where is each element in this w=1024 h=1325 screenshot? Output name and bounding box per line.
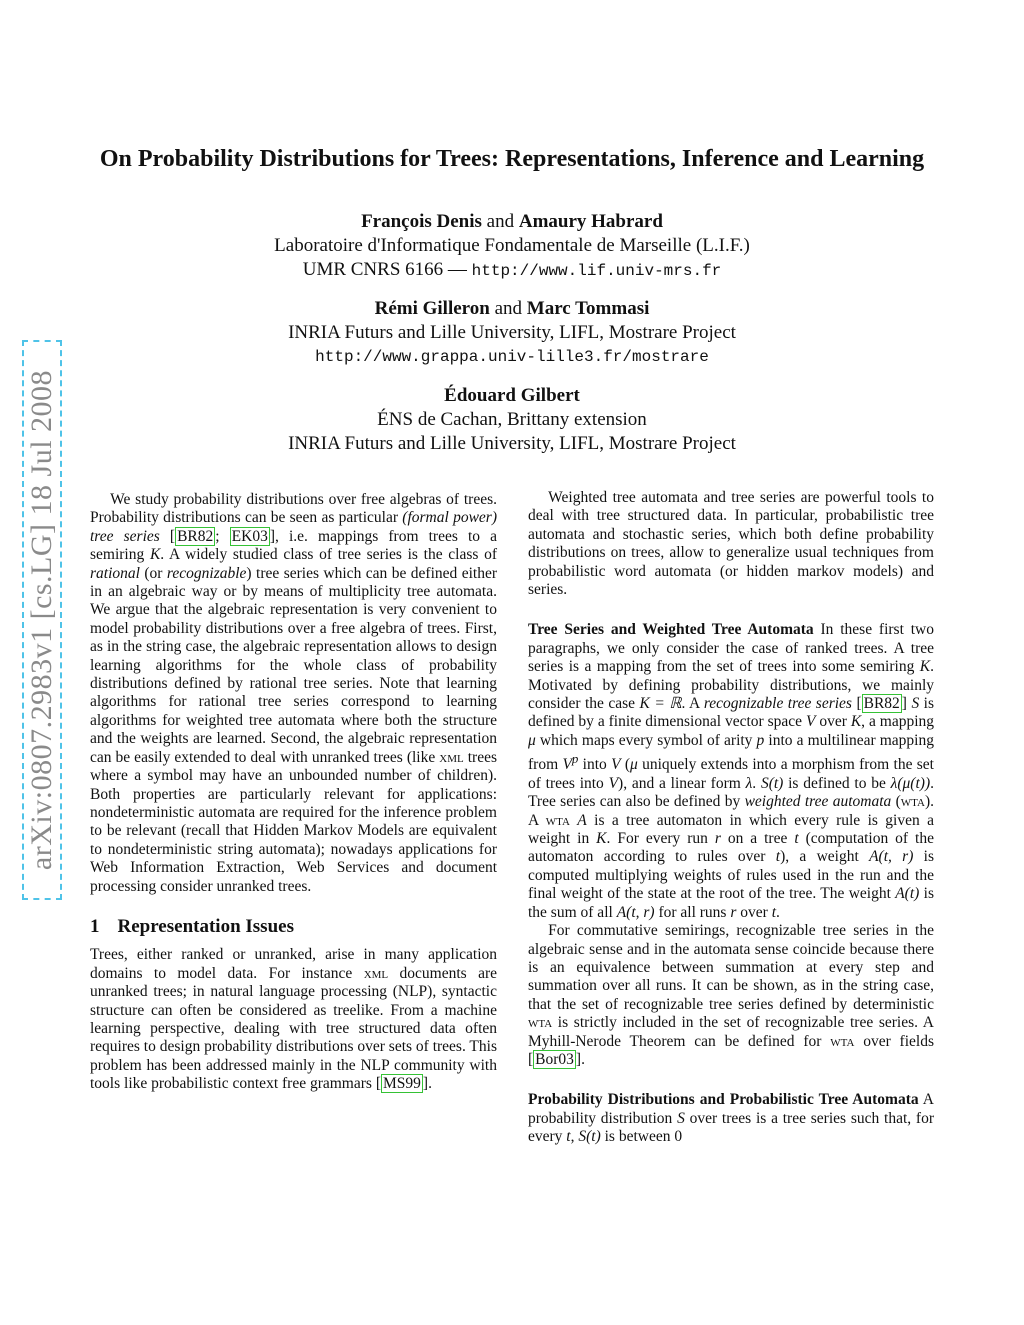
author-joiner: and <box>486 211 515 232</box>
math-symbol: r <box>730 903 737 921</box>
math-symbol: K = ℝ <box>639 695 682 713</box>
math-symbol: A <box>577 811 587 829</box>
math-symbol: μ <box>528 731 536 749</box>
intro-paragraph: Weighted tree automata and tree series are powerful tools to deal with tree structured data. In particular, probabilistic tree automata and stochastic series, which both define probability distributions on trees, allow to generalize usual techniques from probabilistic word automata (or hidden markov models) and series. <box>528 489 934 599</box>
paper-title: On Probability Distributions for Trees: Representations, Inference and Learning <box>99 146 925 172</box>
math-symbol: S(t) <box>760 774 784 792</box>
author-name: Rémi Gilleron <box>374 298 490 319</box>
text-run: ). A <box>528 793 934 829</box>
arxiv-stamp <box>22 340 62 900</box>
text-run: ), a weight <box>780 848 870 866</box>
text-run: (or <box>139 564 167 582</box>
author-line-3 <box>90 384 934 408</box>
text-run: (formal power) tree series <box>90 509 497 545</box>
text-run: . <box>428 1075 432 1093</box>
paragraph-heading: Tree Series and Weighted Tree Automata <box>528 621 814 639</box>
affiliation-url[interactable]: http://www.grappa.univ-lille3.fr/mostrare <box>315 348 709 366</box>
text-run: . Tree series can also be defined by <box>528 774 934 811</box>
text-run: is defined by a finite dimensional vector space <box>528 695 934 731</box>
math-symbol: r <box>714 830 721 848</box>
citation-link[interactable]: MS99 <box>382 1075 421 1093</box>
text-run: wta <box>830 1032 855 1050</box>
text-run: . Motivated by defining probability distributions, we mainly consider the case <box>528 658 934 713</box>
author-group-3 <box>90 384 934 456</box>
text-run: rational <box>90 564 140 582</box>
citation-link[interactable]: BR82 <box>863 695 900 713</box>
math-symbol: A(t, r) <box>616 903 655 921</box>
text-run: wta <box>528 1014 553 1032</box>
text-run: into a multilinear mapping from <box>528 731 934 774</box>
text-run: recognizable <box>166 564 247 582</box>
umr-label: UMR CNRS 6166 — <box>302 259 467 280</box>
math-symbol: V <box>805 713 816 731</box>
citation-link[interactable]: Bor03 <box>535 1050 574 1068</box>
text-run: A probability distribution <box>528 1091 934 1127</box>
text-run: . <box>776 903 780 921</box>
text-run: weighted tree automata <box>744 793 892 811</box>
abstract-paragraph: We study probability distributions over free algebras of trees. Probability distributions can be seen as particular (formal power) tree series [ BR82 ; EK03 ], i.e. mappings from trees to a semiring K. A widely studied class of tree series is the class of rational (or recognizable) tree series which can be defined either in an algebraic way or by means of multiplicity tree automata. We argue that the algebraic representation is very convenient to model probability distributions over a free algebra of trees. First, as in the string case, the algebraic representation allows to design learning algorithms for the whole class of probability distributions defined by rational tree series. Note that learning algorithms for rational tree series correspond to learning algorithms for weighted tree automata where both the structure and the weights are learned. Second, the algebraic representation can be easily extended to deal with unranked trees (like xml trees where a symbol may have an unbounded number of children). Both properties are particularly relevant for applications: nondeterministic automata are required for the inference problem to be relevant (recall that Hidden Markov Models are equivalent to nondeterministic string automata); nowadays applications for Web Information Extraction, Web Services and document processing consider unranked trees. <box>90 491 498 895</box>
text-run: over fields <box>854 1032 934 1050</box>
math-symbol: S(t) <box>578 1128 601 1146</box>
tree-series-paragraph: Tree Series and Weighted Tree Automata In these first two paragraphs, we only consider the case of ranked trees. A tree series is a mapping from the set of trees into some semiring K. Motivated by defining probability distributions, we mainly consider the case K = ℝ. A recognizable tree series [ BR82 ] S is defined by a finite dimensional vector space V over K, a mapping μ which maps every symbol of arity p into a multilinear mapping from $V^p$ into V (μ uniquely extends into a morphism from the set of trees into V), and a linear form λ. S(t) is defined to be λ(μ(t)). Tree series can also be defined by weighted tree automata (wta). A wta A is a tree automaton in which every rule is given a weight in K. For every run r on a tree t (computation of the automaton according to rules over t), a weight A(t, r) is computed multiplying weights of rules used in the run and the final weight of the state at the root of the tree. The weight A(t) is the sum of all A(t, r) for all runs r over t. <box>528 621 935 921</box>
text-run: which maps every symbol of arity <box>535 731 757 749</box>
text-run: (computation of the automaton according to rules over <box>528 830 934 866</box>
author-group-2 <box>90 297 934 369</box>
text-run: ( <box>891 793 901 811</box>
probability-paragraph <box>528 1091 934 1146</box>
text-run: ), and a linear form <box>618 774 746 792</box>
text-run: We study probability distributions over free algebras of trees. Probability distributions can be seen as particular <box>90 491 497 527</box>
author-line-1 <box>90 210 934 234</box>
text-run: for all runs <box>654 903 731 921</box>
affiliation-url[interactable]: http://www.lif.univ-mrs.fr <box>471 262 722 280</box>
author-line-2 <box>90 297 934 321</box>
math-symbol: p <box>571 751 579 767</box>
math-symbol: t <box>794 830 799 848</box>
text-run: In these first two paragraphs, we only consider the case of ranked trees. A tree series is a mapping from the set of trees into some semiring <box>528 621 934 676</box>
text-run: ) tree series which can be defined either in an algebraic way or by means of multiplicity tree automata. We argue that the algebraic representation is very convenient to model probability distributions over a free algebra of trees. First, as in the string case, the algebraic representation allows to design learning algorithms for the whole class of probability distributions defined by rational tree series. Note that learning algorithms for rational tree series correspond to learning algorithms for weighted tree automata where both the structure and the weights are learned. Second, the algebraic representation can be easily extended to deal with unranked trees (like <box>90 564 497 766</box>
author-name: Marc Tommasi <box>526 298 650 319</box>
commutative-paragraph: For commutative semirings, recognizable tree series in the algebraic sense and in the automata sense coincide because there is an equivalence between summation at every step and summation over all runs. It can be shown, as in the string case, that the set of recognizable tree series defined by deterministic wta is strictly included in the set of recognizable tree series. A Myhill-Nerode Theorem can be defined for wta over fields [ Bor03 ]. <box>528 922 934 1068</box>
text-run: . <box>752 774 761 792</box>
text-run: uniquely extends into a morphism from the set of trees into <box>528 756 934 792</box>
math-symbol: K <box>850 713 862 731</box>
left-column <box>90 491 497 1094</box>
text-run: . A <box>681 695 704 713</box>
math-symbol: μ <box>630 756 638 774</box>
text-run: . A widely studied class of tree series is the class of <box>160 546 497 564</box>
text-run: over trees is a tree series such that, for every <box>528 1109 934 1146</box>
text-run: recognizable tree series <box>703 695 852 713</box>
text-run: For commutative semirings, recognizable tree series in the algebraic sense and in the automata sense coincide because there is an equivalence between summation at every step and summation over all runs. It can be shown, as in the string case, that the set of recognizable tree series defined by deterministic <box>528 922 934 1013</box>
author-name: François Denis <box>361 211 482 232</box>
affiliation: ÉNS de Cachan, Brittany extension <box>377 409 647 430</box>
right-column <box>528 489 934 1147</box>
math-symbol: V <box>608 774 619 792</box>
text-run: is defined to be <box>783 774 891 792</box>
math-symbol: V <box>562 756 572 774</box>
affiliation: INRIA Futurs and Lille University, LIFL, Mostrare Project <box>288 433 736 454</box>
text-run: . <box>581 1050 585 1068</box>
citation-link[interactable]: EK03 <box>231 527 268 545</box>
math-symbol: A(t, r) <box>869 848 914 866</box>
section-heading <box>90 915 497 937</box>
math-symbol: S <box>677 1109 685 1127</box>
text-run: is computed multiplying weights of rules used in the run and the final weight of the state at the root of the tree. The weight <box>528 848 935 903</box>
text-run: is a tree automaton in which every rule is given a weight in <box>528 811 935 848</box>
section-title: Representation Issues <box>117 915 294 937</box>
math-symbol: A(t) <box>895 885 920 903</box>
citation-link[interactable]: BR82 <box>177 527 214 545</box>
author-name: Édouard Gilbert <box>444 385 580 406</box>
text-run: , a mapping <box>861 713 934 731</box>
affiliation: Laboratoire d'Informatique Fondamentale de Marseille (L.I.F.) <box>274 235 750 256</box>
text-run: Trees, either ranked or unranked, arise in many application domains to model data. For instance <box>90 946 497 982</box>
math-symbol: V <box>611 756 621 774</box>
math-symbol: K <box>919 658 931 676</box>
text-run: ; <box>215 527 230 545</box>
text-run: is between 0 <box>600 1128 683 1146</box>
math-symbol: p <box>756 731 765 749</box>
author-joiner: and <box>494 298 523 319</box>
math-symbol: t <box>775 848 781 866</box>
section-number: 1 <box>90 915 100 937</box>
text-run: xml <box>363 964 389 982</box>
text-run: wta <box>900 793 925 811</box>
text-run: is strictly included in the set of recognizable tree series. A Myhill-Nerode Theorem can be defined for <box>528 1014 934 1050</box>
math-symbol: λ <box>745 774 753 792</box>
text-run: wta <box>545 811 570 829</box>
text-run: on a tree <box>720 830 795 848</box>
text-run: into <box>578 756 612 774</box>
author-group-1 <box>90 210 934 283</box>
text-run: ( <box>620 756 631 774</box>
math-symbol: K <box>149 546 161 564</box>
text-run: over <box>736 903 772 921</box>
author-name: Amaury Habrard <box>518 211 663 232</box>
section-paragraph: Trees, either ranked or unranked, arise in many application domains to model data. For instance xml documents are unranked trees; in natural language processing (NLP), syntactic structure can often be considered as treelike. From a machine learning perspective, dealing with tree structured data often requires to design probability distributions over sets of trees. This problem has been addressed mainly in the NLP community with tools like probabilistic context free grammars [ MS99 ]. <box>90 946 497 1093</box>
text-run: xml <box>439 748 464 766</box>
affiliation-umr-line <box>90 258 934 283</box>
text-run: , i.e. mappings from trees to a semiring <box>90 527 498 564</box>
text-run: over <box>815 713 851 731</box>
text-run: documents are unranked trees; in natural language processing (NLP), syntactic structure can often be considered as treelike. From a machine learning perspective, dealing with tree structured data often requires to design probability distributions over sets of trees. This problem has been addressed mainly in the NLP community with tools like probabilistic context free grammars <box>90 964 497 1093</box>
math-symbol: t <box>771 903 776 921</box>
math-symbol: t <box>566 1128 571 1146</box>
math-symbol: λ(μ(t)) <box>890 774 931 792</box>
text-run: , <box>570 1128 579 1146</box>
text-run: is the sum of all <box>528 885 934 921</box>
text-run: trees where a symbol may have an unbounded number of children). Both properties are particularly relevant for applications: nondeterministic automata are required for the inference problem to be relevant (recall that Hidden Markov Models are equivalent to nondeterministic string automata); nowadays applications for Web Information Extraction, Web Services and document processing consider unranked trees. <box>90 748 497 895</box>
math-symbol: S <box>911 695 920 713</box>
math-symbol: K <box>596 830 607 848</box>
text-run: . For every run <box>606 830 715 848</box>
affiliation: INRIA Futurs and Lille University, LIFL, Mostrare Project <box>288 322 736 343</box>
arxiv-identifier: arXiv:0807.2983v1 [cs.LG] 18 Jul 2008 <box>25 369 58 871</box>
paragraph-heading: Probability Distributions and Probabilistic Tree Automata <box>528 1091 919 1109</box>
